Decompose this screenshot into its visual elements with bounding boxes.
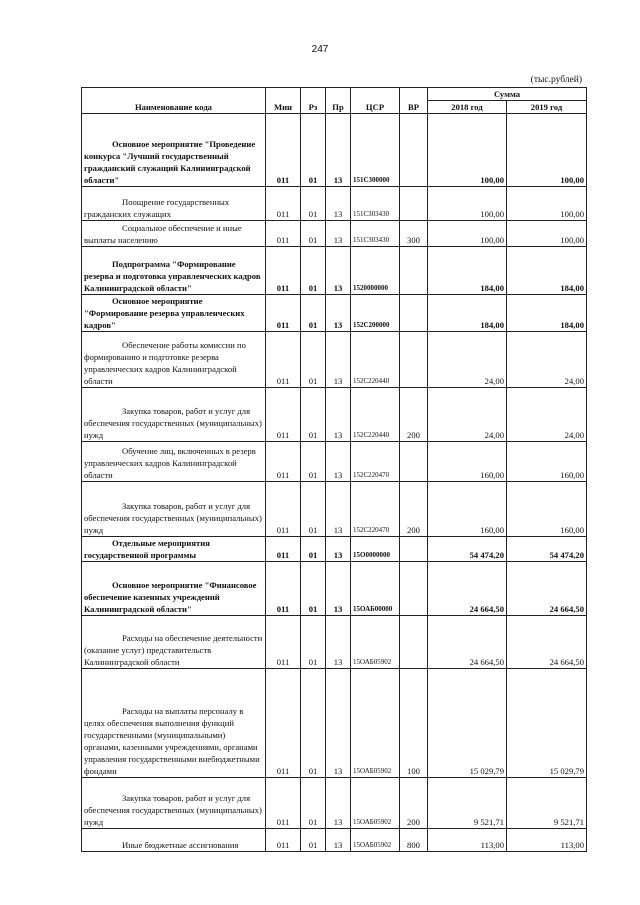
ministry-cell: 011 [266,482,301,537]
section-cell: 01 [301,295,326,332]
table-row [82,537,587,562]
subsection-cell: 13 [326,332,351,388]
expense-type-cell [400,247,428,295]
section-cell: 01 [301,537,326,562]
table-body [82,114,587,852]
table-row [82,114,587,187]
table-row [82,442,587,482]
section-cell: 01 [301,187,326,221]
table-row [82,388,587,442]
expense-type-cell: 200 [400,778,428,829]
table-row [82,616,587,669]
header-rz: Рз [301,88,326,114]
section-cell: 01 [301,332,326,388]
ministry-cell: 011 [266,187,301,221]
header-row-top [82,88,587,101]
name-cell: Отдельные мероприятия государственной программы [82,537,266,562]
amount-2018-cell: 100,00 [428,187,507,221]
amount-2018-cell: 9 521,71 [428,778,507,829]
name-cell: Иные бюджетные ассигнования [82,829,266,852]
subsection-cell: 13 [326,537,351,562]
table-row [82,332,587,388]
table-row [82,247,587,295]
target-code-cell: 15ОАБ05902 [351,829,400,852]
ministry-cell: 011 [266,332,301,388]
name-cell: Основное мероприятие "Финансовое обеспечение казенных учреждений Калининградской области" [82,562,266,616]
table-row [82,778,587,829]
name-cell: Закупка товаров, работ и услуг для обеспечения государственных (муниципальных) нужд [82,482,266,537]
ministry-cell: 011 [266,562,301,616]
subsection-cell: 13 [326,114,351,187]
name-cell: Социальное обеспечение и иные выплаты населению [82,221,266,247]
ministry-cell: 011 [266,442,301,482]
target-code-cell: 152С220440 [351,388,400,442]
amount-2019-cell: 100,00 [507,187,587,221]
amount-2018-cell: 160,00 [428,482,507,537]
ministry-cell: 011 [266,669,301,778]
section-cell: 01 [301,562,326,616]
header-sum: Сумма [428,88,587,101]
expense-type-cell [400,114,428,187]
name-cell: Закупка товаров, работ и услуг для обеспечения государственных (муниципальных) нужд [82,778,266,829]
ministry-cell: 011 [266,247,301,295]
expense-type-cell [400,537,428,562]
expense-type-cell [400,562,428,616]
name-cell: Расходы на выплаты персоналу в целях обеспечения выполнения функций государственными (муниципальными) органами, казенными учреждениями, органами управления государственными внебюджетными фондами [82,669,266,778]
name-cell: Обучение лиц, включенных в резерв управленческих кадров Калининградской области [82,442,266,482]
table-row [82,562,587,616]
subsection-cell: 13 [326,616,351,669]
target-code-cell: 15ОАБ05902 [351,669,400,778]
subsection-cell: 13 [326,778,351,829]
target-code-cell: 15ОАБ05902 [351,616,400,669]
header-pr: Пр [326,88,351,114]
target-code-cell: 15О0000000 [351,537,400,562]
amount-2019-cell: 54 474,20 [507,537,587,562]
amount-2018-cell: 184,00 [428,295,507,332]
amount-2018-cell: 24,00 [428,388,507,442]
header-csr: ЦСР [351,88,400,114]
subsection-cell: 13 [326,482,351,537]
section-cell: 01 [301,669,326,778]
table-row [82,669,587,778]
name-cell: Подпрограмма "Формирование резерва и подготовка управленческих кадров Калининградской области" [82,247,266,295]
table-row [82,221,587,247]
section-cell: 01 [301,114,326,187]
name-cell: Расходы на обеспечение деятельности (оказание услуг) представительств Калининградской области [82,616,266,669]
subsection-cell: 13 [326,187,351,221]
subsection-cell: 13 [326,442,351,482]
amount-2019-cell: 184,00 [507,247,587,295]
amount-2019-cell: 160,00 [507,482,587,537]
name-cell: Основное мероприятие "Формирование резерва управленческих кадров" [82,295,266,332]
target-code-cell: 151С303430 [351,187,400,221]
table-row [82,187,587,221]
amount-2018-cell: 24,00 [428,332,507,388]
expense-type-cell: 300 [400,221,428,247]
name-cell: Основное мероприятие "Проведение конкурса "Лучший государственный гражданский служащий Калининградской области" [82,114,266,187]
amount-2018-cell: 160,00 [428,442,507,482]
header-min: Мин [266,88,301,114]
subsection-cell: 13 [326,562,351,616]
amount-2018-cell: 184,00 [428,247,507,295]
amount-2019-cell: 9 521,71 [507,778,587,829]
subsection-cell: 13 [326,829,351,852]
section-cell: 01 [301,616,326,669]
amount-2018-cell: 113,00 [428,829,507,852]
subsection-cell: 13 [326,221,351,247]
ministry-cell: 011 [266,829,301,852]
amount-2018-cell: 24 664,50 [428,616,507,669]
amount-2018-cell: 100,00 [428,114,507,187]
ministry-cell: 011 [266,616,301,669]
section-cell: 01 [301,388,326,442]
amount-2018-cell: 54 474,20 [428,537,507,562]
amount-2019-cell: 160,00 [507,442,587,482]
target-code-cell: 152С220470 [351,442,400,482]
table-row [82,482,587,537]
amount-2019-cell: 184,00 [507,295,587,332]
expense-type-cell [400,616,428,669]
section-cell: 01 [301,778,326,829]
amount-2019-cell: 113,00 [507,829,587,852]
section-cell: 01 [301,442,326,482]
name-cell: Поощрение государственных гражданских служащих [82,187,266,221]
header-year-2018: 2018 год [428,101,507,114]
table-row [82,295,587,332]
expense-type-cell [400,187,428,221]
budget-table [81,87,587,852]
target-code-cell: 151С300000 [351,114,400,187]
target-code-cell: 152С200000 [351,295,400,332]
expense-type-cell [400,332,428,388]
page-number: 247 [311,44,329,55]
amount-2018-cell: 24 664,50 [428,562,507,616]
expense-type-cell [400,295,428,332]
ministry-cell: 011 [266,778,301,829]
subsection-cell: 13 [326,388,351,442]
amount-2019-cell: 24 664,50 [507,616,587,669]
ministry-cell: 011 [266,388,301,442]
target-code-cell: 1520000000 [351,247,400,295]
section-cell: 01 [301,221,326,247]
target-code-cell: 15ОАБ05902 [351,778,400,829]
subsection-cell: 13 [326,247,351,295]
amount-2018-cell: 100,00 [428,221,507,247]
expense-type-cell: 100 [400,669,428,778]
amount-2019-cell: 15 029,79 [507,669,587,778]
header-vr: ВР [400,88,428,114]
ministry-cell: 011 [266,221,301,247]
name-cell: Закупка товаров, работ и услуг для обеспечения государственных (муниципальных) нужд [82,388,266,442]
amount-2019-cell: 24 664,50 [507,562,587,616]
target-code-cell: 152С220470 [351,482,400,537]
target-code-cell: 152С220440 [351,332,400,388]
amount-2019-cell: 24,00 [507,332,587,388]
expense-type-cell: 200 [400,482,428,537]
amount-2019-cell: 24,00 [507,388,587,442]
header-name: Наименование кода [82,88,266,114]
section-cell: 01 [301,829,326,852]
header-year-2019: 2019 год [507,101,587,114]
target-code-cell: 15ОАБ00000 [351,562,400,616]
target-code-cell: 151С303430 [351,221,400,247]
section-cell: 01 [301,247,326,295]
amount-2018-cell: 15 029,79 [428,669,507,778]
table-row [82,829,587,852]
expense-type-cell: 200 [400,388,428,442]
units-label: (тыс.рублей) [530,75,582,85]
expense-type-cell [400,442,428,482]
ministry-cell: 011 [266,537,301,562]
ministry-cell: 011 [266,114,301,187]
ministry-cell: 011 [266,295,301,332]
name-cell: Обеспечение работы комиссии по формированию и подготовке резерва управленческих кадров Калининградской области [82,332,266,388]
section-cell: 01 [301,482,326,537]
subsection-cell: 13 [326,669,351,778]
amount-2019-cell: 100,00 [507,221,587,247]
amount-2019-cell: 100,00 [507,114,587,187]
expense-type-cell: 800 [400,829,428,852]
subsection-cell: 13 [326,295,351,332]
